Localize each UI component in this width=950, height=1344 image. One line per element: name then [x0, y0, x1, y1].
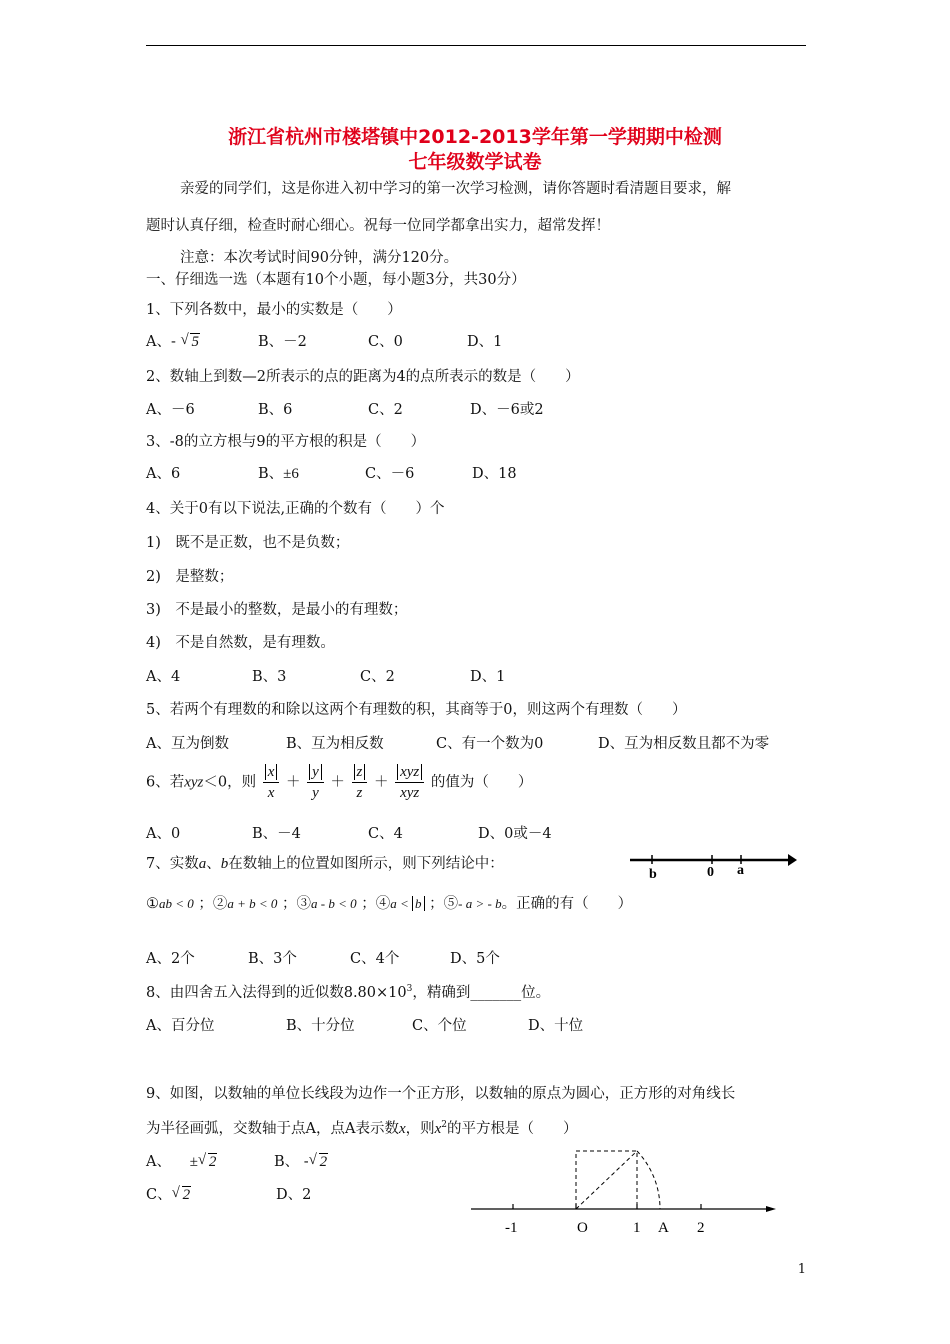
- q7-c4-pre: a <: [390, 896, 413, 911]
- q7-stem-pre: 7、实数: [146, 856, 199, 872]
- q7-axis-label-0: 0: [707, 865, 714, 880]
- q7-stem-post: 在数轴上的位置如图所示，则下列结论中：: [228, 856, 504, 872]
- q4-item-3: 3) 不是最小的整数，是最小的有理数；: [146, 602, 408, 618]
- q7-option-a[interactable]: A、2个: [146, 951, 195, 967]
- q8-stem-post: ，精确到_______位。: [412, 985, 551, 1001]
- q7-number-line: [625, 850, 800, 882]
- q5-option-c[interactable]: C、有一个数为0: [436, 736, 544, 752]
- q4-item-1: 1) 既不是正数，也不是负数；: [146, 535, 350, 551]
- q7-c3-mark: ；③: [282, 896, 312, 912]
- intro-line-2: 题时认真仔细，检查时耐心细心。祝每一位同学都拿出实力，超常发挥！: [146, 218, 610, 234]
- q1-option-a[interactable]: [146, 330, 200, 351]
- q4-item-2: 2) 是整数；: [146, 569, 234, 585]
- q9-option-b-prefix: B、: [274, 1154, 300, 1170]
- q1-option-a-radicand: 5: [191, 334, 199, 350]
- q6-condition: xyz: [184, 774, 204, 791]
- q9-line-2-post: 的平方根是（ ）: [447, 1121, 578, 1137]
- page-number: 1: [797, 1262, 806, 1277]
- q4-option-d[interactable]: D、1: [470, 669, 506, 685]
- fraction-z-num: z: [354, 764, 366, 780]
- q7-c3: a - b < 0: [311, 896, 357, 911]
- q6-stem: 6、若xyz＜0，则 $\frac{x}{x}$ ＋ $\frac{y}{y}$ ＋ $\frac{z}{z}$ ＋ $\frac{\text{xyz}}{\text{xyz}}$ 的值为（ ）: [146, 764, 533, 801]
- q9-axis-label-A: A: [658, 1220, 669, 1236]
- q5-option-a[interactable]: A、互为倒数: [146, 736, 229, 752]
- q9-axis-label-origin: O: [577, 1220, 588, 1236]
- q6-suffix: 的值为（ ）: [430, 774, 533, 791]
- q5-option-d[interactable]: D、互为相反数且都不为零: [598, 736, 770, 752]
- q6-prefix: 6、若: [146, 774, 185, 791]
- q7-c2-mark: ；②: [198, 896, 228, 912]
- q7-c1-mark: ①: [146, 896, 159, 912]
- q4-item-4: 4) 不是自然数，是有理数。: [146, 635, 335, 651]
- q6-option-b[interactable]: B、－4: [252, 826, 301, 842]
- q9-line-1: 9、如图，以数轴的单位长线段为边作一个正方形，以数轴的原点为圆心，正方形的对角线长: [146, 1086, 736, 1102]
- q9-axis-label-neg1: -1: [505, 1220, 518, 1236]
- title-line-1: 浙江省杭州市楼塔镇中2012-2013学年第一学期期中检测: [228, 126, 722, 148]
- q6-condition-rel: ＜0，则: [203, 774, 257, 791]
- q7-axis-label-a: a: [737, 863, 744, 878]
- q6-option-d[interactable]: D、0或－4: [478, 826, 552, 842]
- q3-option-b-prefix: B、: [258, 466, 284, 482]
- q9-line-2-mid: ，则: [405, 1121, 435, 1137]
- q3-option-c[interactable]: C、－6: [365, 466, 415, 482]
- q9-option-a-sign: ±: [189, 1154, 198, 1170]
- sqrt-symbol: √ 5: [180, 332, 199, 350]
- q3-stem: 3、-8的立方根与9的平方根的积是（ ）: [146, 434, 426, 450]
- sqrt-symbol: √ 2: [171, 1185, 191, 1203]
- sqrt-symbol: √ 2: [197, 1152, 217, 1170]
- q3-option-b-value: ±6: [283, 466, 299, 482]
- q2-option-a[interactable]: A、－6: [146, 402, 195, 418]
- q4-stem: 4、关于0有以下说法,正确的个数有（ ）个: [146, 501, 445, 517]
- q7-option-b[interactable]: B、3个: [248, 951, 297, 967]
- q7-option-c[interactable]: C、4个: [350, 951, 400, 967]
- q1-option-b[interactable]: B、－2: [258, 334, 307, 350]
- q9-line-2-pre: 为半径画弧，交数轴于点A，点A表示数: [146, 1121, 399, 1137]
- section-heading: 一、仔细选一选（本题有10个小题，每小题3分，共30分）: [146, 272, 526, 288]
- fraction-y-den: y: [312, 785, 319, 801]
- q8-stem: [146, 981, 550, 1002]
- q9-option-a[interactable]: [146, 1150, 217, 1171]
- q9-superscript: 2: [441, 1120, 448, 1131]
- q7-option-d[interactable]: D、5个: [450, 951, 500, 967]
- q5-option-b[interactable]: B、互为相反数: [286, 736, 384, 752]
- sqrt-symbol: √ 2: [308, 1152, 328, 1170]
- q7-tail: 。正确的有（ ）: [501, 896, 633, 912]
- q9-axis-label-2: 2: [697, 1220, 705, 1236]
- q2-option-d[interactable]: D、－6或2: [470, 402, 544, 418]
- fraction-x-den: x: [267, 785, 275, 801]
- top-rule: [146, 45, 806, 46]
- q7-conditions: [146, 892, 632, 913]
- q9-option-c-prefix: C、: [146, 1187, 172, 1203]
- fraction-xyz-num: xyz: [397, 764, 422, 780]
- q3-option-a[interactable]: A、6: [146, 466, 181, 482]
- q7-c5: - a > - b: [458, 896, 502, 911]
- q7-var-a: a: [198, 856, 207, 872]
- q8-option-d[interactable]: D、十位: [528, 1018, 584, 1034]
- q7-c4-abs: b: [412, 896, 425, 911]
- q2-stem: 2、数轴上到数—2所表示的点的距离为4的点所表示的数是（ ）: [146, 369, 580, 385]
- q7-var-b: b: [220, 856, 229, 872]
- q9-option-d[interactable]: D、2: [276, 1187, 312, 1203]
- q1-option-a-prefix: A、-: [146, 334, 176, 350]
- q8-option-c[interactable]: C、个位: [412, 1018, 467, 1034]
- q4-option-c[interactable]: C、2: [360, 669, 395, 685]
- q9-var-x: x: [398, 1121, 406, 1137]
- fraction-z: [352, 762, 368, 803]
- q9-option-b[interactable]: [274, 1150, 328, 1171]
- fraction-y: [307, 762, 324, 803]
- q6-option-a[interactable]: A、0: [146, 826, 181, 842]
- fraction-x: [263, 762, 280, 803]
- q8-exponent: 3: [406, 984, 413, 995]
- q7-c1: ab < 0: [159, 896, 194, 911]
- q9-option-a-prefix: A、: [146, 1154, 171, 1170]
- q9-option-b-sign: -: [303, 1154, 309, 1170]
- q1-option-d[interactable]: D、1: [467, 334, 503, 350]
- fraction-x-num: x: [265, 764, 278, 780]
- q7-c5-mark: ；⑤: [429, 896, 459, 912]
- q1-stem: 1、下列各数中，最小的实数是（ ）: [146, 302, 402, 318]
- q9-option-c[interactable]: [146, 1183, 191, 1204]
- q7-axis-label-b: b: [649, 867, 657, 882]
- q7-c4-mark: ；④: [361, 896, 391, 912]
- q7-c2: a + b < 0: [227, 896, 278, 911]
- q8-option-b[interactable]: B、十分位: [286, 1018, 355, 1034]
- q3-option-b[interactable]: [258, 462, 299, 483]
- q2-option-c[interactable]: C、2: [368, 402, 403, 418]
- q9-option-a-radicand: 2: [208, 1154, 217, 1170]
- q7-stem: [146, 852, 504, 873]
- q9-option-c-radicand: 2: [182, 1187, 191, 1203]
- q3-option-d[interactable]: D、18: [472, 466, 517, 482]
- q9-option-b-radicand: 2: [319, 1154, 328, 1170]
- q7-sep: 、: [206, 856, 221, 872]
- fraction-xyz: [395, 762, 424, 803]
- q9-diagram: [468, 1146, 783, 1238]
- q1-option-c[interactable]: C、0: [368, 334, 403, 350]
- title-line-2: 七年级数学试卷: [408, 151, 542, 173]
- q8-option-a[interactable]: A、百分位: [146, 1018, 215, 1034]
- notice: 注意：本次考试时间90分钟，满分120分。: [180, 250, 459, 266]
- q5-stem: 5、若两个有理数的和除以这两个有理数的积，其商等于0，则这两个有理数（ ）: [146, 702, 687, 718]
- fraction-xyz-den: xyz: [400, 785, 420, 801]
- q8-stem-pre: 8、由四舍五入法得到的近似数8.80×10: [146, 985, 407, 1001]
- q4-option-b[interactable]: B、3: [252, 669, 287, 685]
- q4-option-a[interactable]: A、4: [146, 669, 181, 685]
- fraction-y-num: y: [309, 764, 322, 780]
- q2-option-b[interactable]: B、6: [258, 402, 293, 418]
- q9-axis-label-1: 1: [633, 1220, 641, 1236]
- q9-line-2: [146, 1117, 578, 1138]
- q6-option-c[interactable]: C、4: [368, 826, 403, 842]
- q9-var-x2: x: [434, 1121, 442, 1137]
- fraction-z-den: z: [356, 785, 363, 801]
- intro-line-1: 亲爱的同学们，这是你进入初中学习的第一次学习检测，请你答题时看清题目要求，解: [180, 181, 731, 197]
